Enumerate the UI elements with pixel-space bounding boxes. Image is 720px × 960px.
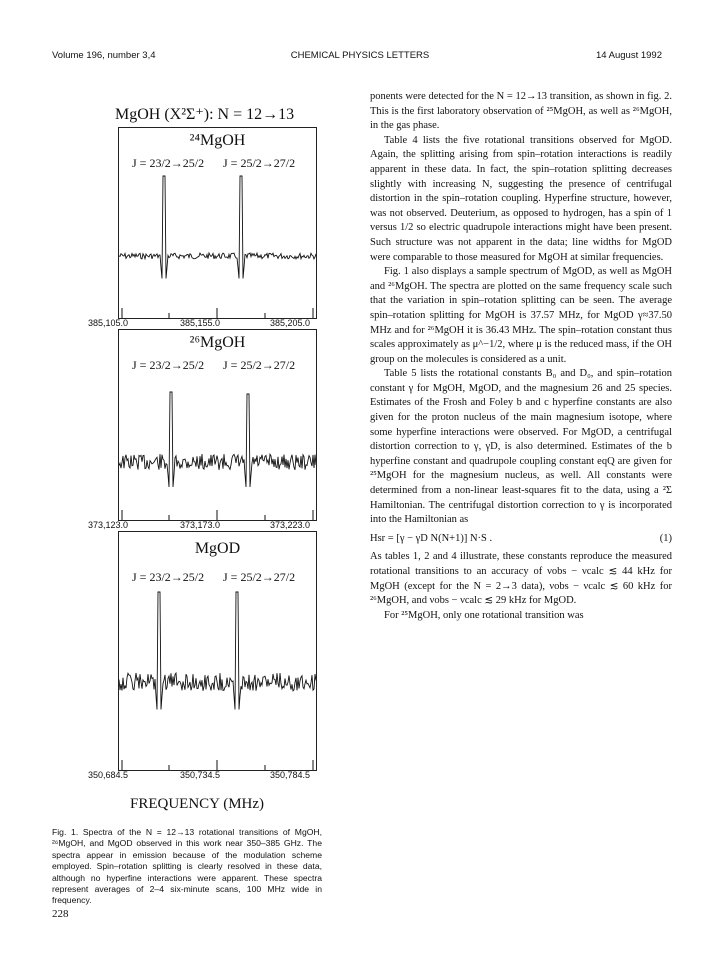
paragraph: For ²⁵MgOH, only one rotational transition was: [384, 609, 584, 621]
transition-label-left: J = 23/2→25/2: [132, 156, 205, 170]
paragraph: As tables 1, 2 and 4 illustrate, these constants reproduce the measured rotational transitions to an accuracy of νobs − νcalc ≲ 44 kHz for MgOH (except for the N = 2→3 data), νobs − νcalc ≲ 60 kHz for ²⁶MgOH, and νobs − νcalc ≲ 29 kHz for MgOD.: [370, 551, 672, 607]
equation-1: [370, 532, 672, 547]
paragraph: Table 5 lists the rotational constants B₀ and D₀, and spin–rotation constant γ for MgOH, MgOD, and the magnesium 26 and 25 species. Estimates of the Frosh and Foley b and c hyperfine constants are also given for the proton nucleus of the main magnesium isotope, where some hyperfine interactions were observed. For MgOD, a centrifugal distortion correction to γ, γD, is also determined. Estimates of the b hyperfine constant and quadrupole coupling constant eqQ are given for ²⁵MgOH for the magnesium nucleus, as well. All constants were determined from a non-linear least-squares fit to the data, using a ²Σ Hamiltonian. The centrifugal distortion correction to γ is incorporated into the Hamiltonian as: [370, 368, 672, 526]
running-header-journal: CHEMICAL PHYSICS LETTERS: [290, 50, 430, 61]
paragraph: Table 4 lists the five rotational transitions observed for MgOD. Again, the splitting arising from spin–rotation interactions is readily apparent in these data. In fact, the spin–rotation splitting decreases slightly with increasing N, suggesting the presence of centrifugal distortion in the spin–rotation coupling. Hyperfine structure, however, was not observed. Deuterium, as opposed to hydrogen, has a spin of 1 versus 1/2 so electric quadrupole interactions might have been present. Such structure was not apparent in the data; line widths for MgOD were comparable to those measured for MgOH at similar frequencies.: [370, 134, 672, 263]
body-text-column: [370, 90, 672, 623]
panel-species-label: ²⁴MgOH: [189, 132, 246, 149]
spectrum-line: [119, 592, 316, 710]
transition-label-left: J = 23/2→25/2: [132, 570, 205, 584]
tick-label: 373,223.0: [270, 520, 311, 530]
transition-label-right: J = 25/2→27/2: [223, 358, 296, 372]
spectrum-panel-26mgoh: [118, 329, 317, 521]
figure-title: MgOH (X²Σ⁺): N = 12→13: [115, 106, 295, 123]
tick-label: 385,155.0: [180, 318, 221, 328]
tick-label: 373,173.0: [180, 520, 221, 530]
panel-species-label: ²⁶MgOH: [189, 334, 246, 351]
panel-species-label: MgOD: [194, 540, 241, 557]
tick-label: 350,784.5: [270, 770, 311, 780]
figure-caption: Fig. 1. Spectra of the N = 12→13 rotational transitions of MgOH, ²⁶MgOH, and MgOD observed in this work near 350–385 GHz. The spectra appear in emission because of the modulation scheme employed. Spin–rotation splitting is clearly resolved in these data, although no hyperfine interactions were apparent. These spectra represent averages of 2–4 six-minute scans, 100 MHz wide in frequency.: [52, 827, 322, 906]
x-axis-label: FREQUENCY (MHz): [130, 796, 265, 812]
tick-label: 373,123.0: [88, 520, 129, 530]
equation-number: (1): [659, 532, 672, 544]
spectrum-line: [119, 176, 316, 279]
paragraph: Fig. 1 also displays a sample spectrum of MgOD, as well as MgOH and ²⁶MgOH. The spectra are plotted on the same frequency scale such that the variation in spin–rotation splitting can be seen. The average spin–rotation splitting for MgOH is 37.57 MHz, for MgOD γ≈37.50 MHz and for ²⁶MgOH it is 36.43 MHz. The spin–rotation constant thus scales approximately as μ^−1/2, where μ is the reduced mass, if the OH group on the molecules is considered as a unit.: [370, 266, 672, 365]
equation-text: Hsr = [γ − γD N(N+1)] N·S .: [370, 532, 493, 544]
transition-label-left: J = 23/2→25/2: [132, 358, 205, 372]
spectrum-panel-24mgoh: [118, 127, 317, 319]
running-header-volume: Volume 196, number 3,4: [52, 50, 156, 61]
running-header-date: 14 August 1992: [595, 50, 662, 61]
transition-label-right: J = 25/2→27/2: [223, 156, 296, 170]
spectrum-trace-mgod: [119, 532, 316, 770]
page-number: 228: [52, 908, 69, 920]
tick-label: 350,684.5: [88, 770, 129, 780]
tick-label: 385,105.0: [88, 318, 129, 328]
paragraph: ponents were detected for the N = 12→13 transition, as shown in fig. 2. This is the first laboratory observation of ²⁵MgOH, as well as ²⁶MgOH, in the gas phase.: [370, 91, 672, 132]
tick-label: 385,205.0: [270, 318, 311, 328]
spectrum-line: [119, 392, 316, 487]
tick-label: 350,734.5: [180, 770, 221, 780]
transition-label-right: J = 25/2→27/2: [223, 570, 296, 584]
spectrum-panel-mgod: [118, 531, 317, 771]
